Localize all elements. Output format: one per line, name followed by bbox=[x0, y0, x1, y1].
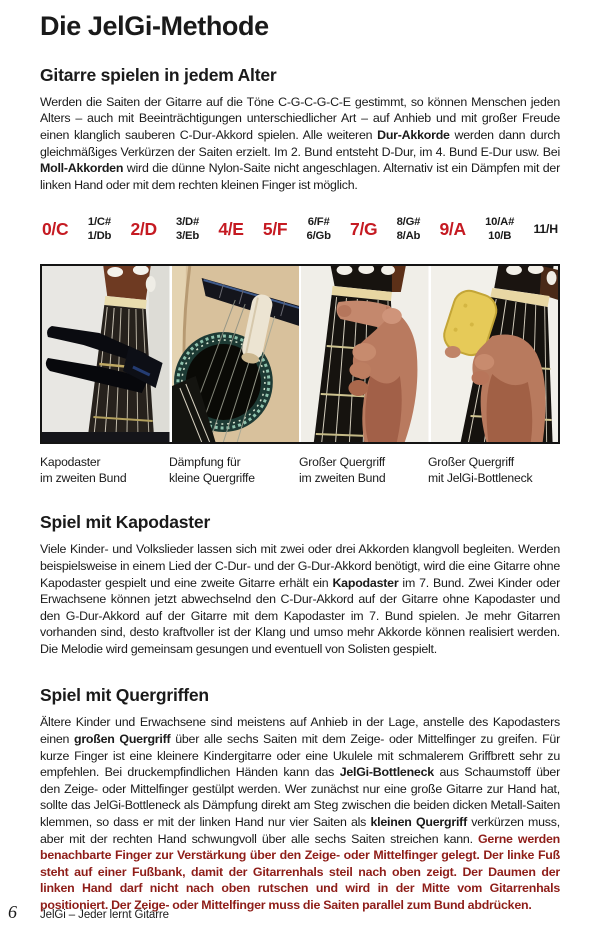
text-segment: Dur-Akkorde bbox=[377, 127, 450, 142]
text-segment: über alle sechs Saiten mit dem Zeige- oder Mittelfinger zu greifen. Für kurze Finger ist eine kleinere Kindergitarre oder eine Ukulele mit schmalerem Griffbrett sehr zu empfehlen. Bei druckempfindlichen Händen kann das bbox=[40, 732, 560, 780]
chord-sharp-pair bbox=[397, 215, 421, 244]
section-heading-kapodaster: Spiel mit Kapodaster bbox=[40, 512, 211, 533]
chord-sharp-pair bbox=[485, 215, 514, 244]
text-segment: Moll-Akkorden bbox=[40, 161, 124, 176]
section-heading-quergriffe: Spiel mit Quergriffen bbox=[40, 685, 209, 706]
text-segment: großen Quergriff bbox=[73, 732, 171, 747]
quergriffe-paragraph bbox=[40, 714, 560, 913]
text-segment: Werden die Saiten der Gitarre auf die Töne C-G-C-G-C-E gestimmt, so können Menschen jeden Alters – auch mit Beeinträchtigungen unterschiedlicher Art – auf Anhieb und mit großer Freude einen klanglich sauberen C-Dur-Akkord spielen. Alle weiteren bbox=[40, 94, 560, 142]
text-segment: Ältere Kinder und Erwachsene sind meistens auf Anhieb in der Lage, anstelle des Kapodasters einen bbox=[40, 715, 560, 747]
chord-sharp-top: 6/F# bbox=[307, 215, 330, 228]
page-number: 6 bbox=[8, 902, 17, 922]
chord-sharp-bottom: 1/Db bbox=[87, 230, 112, 243]
chord-sharp-top: 3/D# bbox=[176, 215, 200, 228]
photo-caption: Kapodaster im zweiten Bund bbox=[40, 455, 127, 486]
text-segment: Viele Kinder- und Volkslieder lassen sich mit zwei oder drei Akkorden klangvoll begleiten. Werden beispielsweise in einem Lied der C-Dur- und der G-Dur-Akkord benötigt, wird die eine Gitarre ohne Kapodaster gespielt und eine zweite Gitarre erhält ein bbox=[40, 542, 560, 590]
text-segment: aus Schaumstoff über den Zeige- oder Mittelfinger gestülpt werden. Wer zunächst nur eine große Gitarre zur Hand hat, sollte das JelGi-Bottleneck als Dämpfung direkt am Steg zwischen die beiden dicken Metall-Saiten klemmen, so dass er mit der linken Hand nur vier Saiten als bbox=[40, 765, 560, 830]
bottleneck-illustration bbox=[431, 266, 559, 442]
chord-sharp-pair bbox=[88, 215, 112, 244]
photo-daempfung bbox=[172, 266, 300, 442]
photo-caption: Dämpfung für kleine Quergriffe bbox=[169, 455, 255, 486]
daempfung-illustration bbox=[172, 266, 300, 442]
photo-caption: Großer Quergriff mit JelGi-Bottleneck bbox=[428, 455, 533, 486]
photo-bottleneck bbox=[431, 266, 559, 442]
photo-strip bbox=[40, 264, 560, 444]
chord-major-label: 4/E bbox=[218, 218, 244, 239]
chord-sharp-pair bbox=[176, 215, 199, 244]
chord-sharp-pair bbox=[307, 215, 331, 244]
section-heading-intro: Gitarre spielen in jedem Alter bbox=[40, 64, 277, 85]
chord-major-label: 7/G bbox=[350, 218, 378, 239]
chord-major-label: 5/F bbox=[262, 218, 288, 239]
page-title: Die JelGi-Methode bbox=[40, 11, 269, 41]
photo-caption: Großer Quergriff im zweiten Bund bbox=[299, 455, 386, 486]
chord-major-label: 0/C bbox=[42, 218, 69, 239]
text-segment: im 7. Bund. Zwei Kinder oder Erwachsene können jetzt abwechselnd den C-Dur-Akkord auf der Gitarre ohne Kapodaster und den G-Dur-Akkord auf der Gitarre mit dem Kapodaster im 7. Bund spielen. Je mehr Gitarren vorhanden sind, desto kraftvoller ist der Klang und umso mehr Akkorde können realisiert werden. Die Melodie wird gemeinsam gesungen und eventuell von Solisten gespielt. bbox=[40, 575, 560, 656]
intro-paragraph bbox=[40, 94, 560, 194]
text-segment: werden dann durch gleichmäßiges Verkürzen der Saiten erzielt. Im 2. Bund entsteht D-Dur, im 4. Bund E-Dur usw. Bei bbox=[40, 127, 560, 159]
text-segment: wird die dünne Nylon-Saite nicht angeschlagen. Alternativ ist ein Dämpfen mit der linken Hand oder mit dem rechten kleinen Finger ist möglich. bbox=[40, 161, 560, 192]
footer-text: JelGi – Jeder lernt Gitarre bbox=[40, 909, 169, 921]
chord-sharp-bottom: 10/B bbox=[488, 230, 512, 243]
chord-fret-table bbox=[42, 207, 558, 251]
chord-sharp-bottom: 6/Gb bbox=[306, 230, 331, 243]
text-segment: kleinen Quergriff bbox=[370, 815, 467, 830]
photo-kapodaster bbox=[42, 266, 170, 442]
kapodaster-illustration bbox=[42, 266, 170, 442]
photo-quergriff bbox=[301, 266, 429, 442]
photo-captions bbox=[40, 454, 560, 486]
text-segment: Gerne werden benachbarte Finger zur Verstärkung über den Zeige- oder Mittelfinger gelegt. Der linke Fuß steht auf einer Fußbank, damit der Gitarrenhals steil nach oben zeigt. Der Daumen der linken Hand darf nicht nach oben rutschen und wird in der Mitte vom Gitarrenhals positioniert. Der Zeige- oder Mittelfinger muss die Saiten parallel zum Bund abdrücken. bbox=[40, 831, 560, 912]
text-segment: verkürzen muss, aber mit der rechten Hand schwungvoll über alle sechs Saiten streichen kann. bbox=[40, 815, 560, 846]
chord-major-label: 9/A bbox=[439, 218, 466, 239]
text-segment: Kapodaster bbox=[332, 575, 399, 590]
chord-label: 11/H bbox=[533, 222, 558, 237]
chord-sharp-top: 1/C# bbox=[87, 215, 111, 228]
text-segment: JelGi-Bottleneck bbox=[339, 765, 434, 780]
chord-sharp-bottom: 3/Eb bbox=[176, 230, 200, 243]
quergriff-illustration bbox=[301, 266, 429, 442]
chord-sharp-bottom: 8/Ab bbox=[396, 230, 421, 243]
chord-sharp-top: 8/G# bbox=[396, 215, 421, 228]
chord-major-label: 2/D bbox=[130, 218, 157, 239]
chord-sharp-top: 10/A# bbox=[485, 215, 515, 228]
kapodaster-paragraph bbox=[40, 541, 560, 657]
